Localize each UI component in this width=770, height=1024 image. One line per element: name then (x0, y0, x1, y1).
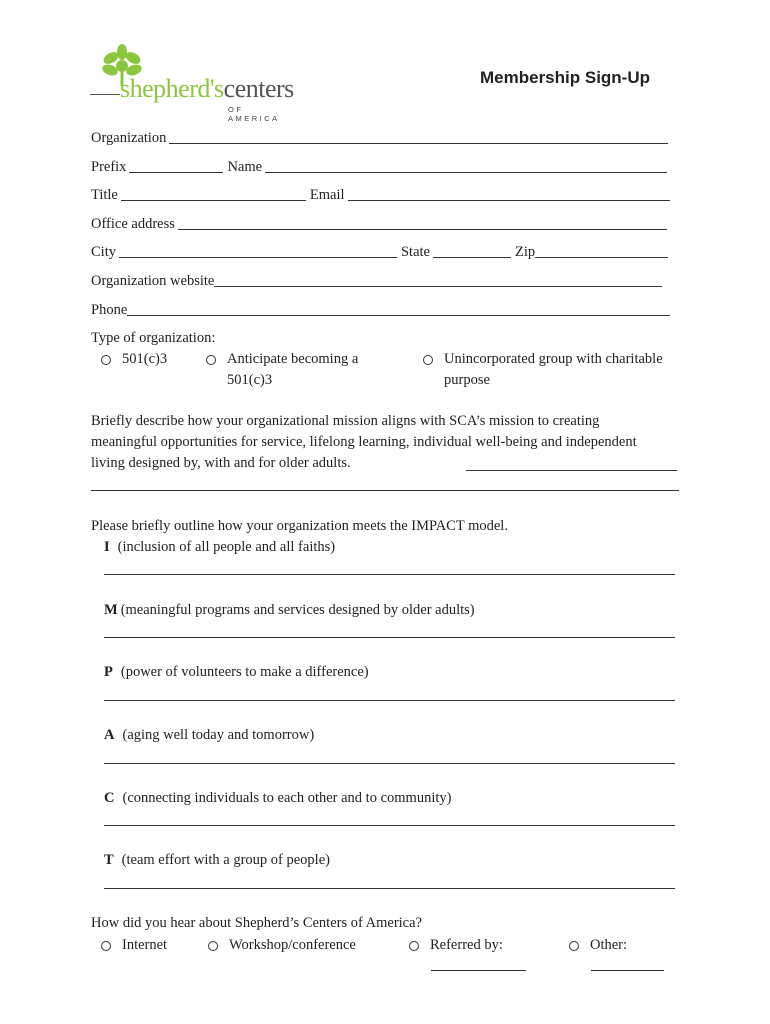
radio-icon (569, 941, 579, 951)
radio-icon (206, 355, 216, 365)
city-field[interactable] (119, 243, 397, 258)
impact-item-t: T (team effort with a group of people) (104, 852, 330, 868)
organization-row (91, 127, 668, 147)
impact-item-a: A (aging well today and tomorrow) (104, 727, 315, 743)
logo-subtext: OF AMERICA (228, 105, 280, 123)
website-row (91, 270, 662, 290)
state-field[interactable] (433, 243, 511, 258)
email-label: Email (309, 187, 345, 203)
mission-answer-line-2[interactable] (91, 490, 679, 491)
city-label: City (91, 244, 116, 260)
impact-answer-p[interactable] (104, 700, 675, 701)
zip-field[interactable] (535, 243, 668, 258)
page-title: Membership Sign-Up (480, 68, 651, 87)
org-type-option-anticipate[interactable]: Anticipate becoming a 501(c)3 (206, 349, 376, 391)
mission-answer-line-1[interactable] (466, 470, 677, 471)
prefix-field[interactable] (129, 158, 223, 173)
logo-rule (90, 94, 120, 95)
office-address-label: Office address (91, 216, 175, 232)
radio-icon (409, 941, 419, 951)
hear-option-workshop[interactable]: Workshop/conference (208, 935, 356, 956)
phone-row (91, 299, 670, 319)
impact-answer-a[interactable] (104, 763, 675, 764)
email-field[interactable] (348, 186, 670, 201)
impact-answer-t[interactable] (104, 888, 675, 889)
other-field[interactable] (591, 970, 664, 971)
mission-prompt: Briefly describe how your organizational mission aligns with SCA’s mission to creating meaningful opportunities for service, lifelong learning, individual well-being and independent living designed by, with and for older adults. (91, 413, 637, 471)
title-field[interactable] (121, 186, 306, 201)
impact-answer-c[interactable] (104, 825, 675, 826)
prefix-name-row (91, 156, 667, 176)
office-address-row (91, 213, 667, 233)
impact-item-m: M (meaningful programs and services designed by older adults) (104, 602, 475, 618)
org-type-label: Type of organization: (91, 330, 216, 346)
prefix-label: Prefix (91, 159, 127, 175)
radio-icon (101, 355, 111, 365)
radio-icon (423, 355, 433, 365)
phone-field[interactable] (127, 301, 670, 316)
impact-answer-i[interactable] (104, 574, 675, 575)
hear-option-internet[interactable]: Internet (101, 935, 167, 956)
title-label: Title (91, 187, 118, 203)
title-email-row (91, 184, 670, 204)
organization-field[interactable] (169, 129, 668, 144)
org-type-option-501c3[interactable]: 501(c)3 (101, 349, 167, 370)
name-label: Name (227, 159, 263, 175)
impact-intro: Please briefly outline how your organization meets the IMPACT model. (91, 518, 508, 534)
state-label: State (400, 244, 430, 260)
impact-item-i: I (inclusion of all people and all faiths) (104, 539, 336, 555)
hear-option-other[interactable]: Other: (569, 935, 627, 956)
hear-option-referred[interactable]: Referred by: (409, 935, 503, 956)
logo (90, 44, 295, 123)
website-label: Organization website (91, 273, 215, 289)
office-address-field[interactable] (178, 215, 667, 230)
radio-icon (208, 941, 218, 951)
impact-item-c: C (connecting individuals to each other and to community) (104, 790, 452, 806)
radio-icon (101, 941, 111, 951)
phone-label: Phone (91, 302, 128, 318)
referred-by-field[interactable] (431, 970, 526, 971)
logo-wordmark: shepherd'scenters (120, 74, 294, 103)
organization-label: Organization (91, 130, 167, 146)
name-field[interactable] (265, 158, 667, 173)
impact-answer-m[interactable] (104, 637, 675, 638)
zip-label: Zip (514, 244, 536, 260)
impact-item-p: P (power of volunteers to make a difference) (104, 664, 369, 680)
hear-question: How did you hear about Shepherd’s Centers of America? (91, 915, 422, 931)
website-field[interactable] (214, 272, 662, 287)
city-state-zip-row (91, 241, 668, 261)
org-type-option-unincorporated[interactable]: Unincorporated group with charitable purpose (423, 349, 698, 391)
